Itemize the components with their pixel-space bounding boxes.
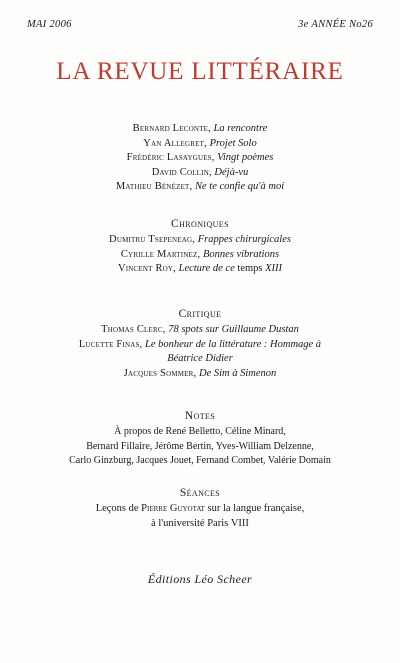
- work-title: Frappes chirurgicales: [197, 234, 291, 245]
- work-title: Déjà-vu: [214, 166, 249, 178]
- chroniques-section: [0, 215, 400, 277]
- work-title: Le bonheur de la littérature : Hommage à: [145, 338, 322, 350]
- contents-item: [0, 137, 400, 152]
- contents-item: [0, 166, 400, 181]
- work-title: 78 spots sur Guillaume Dustan: [168, 324, 299, 335]
- seances-text: sur la langue française,: [207, 503, 305, 514]
- contents-item-continued: [0, 352, 400, 367]
- seances-line: [0, 502, 400, 517]
- issue-number: 3e ANNÉE No26: [298, 19, 373, 30]
- notes-line: Carlo Ginzburg, Jacques Jouet, Fernand Combet, Valérie Domain: [69, 455, 331, 467]
- work-title: Vingt poèmes: [217, 152, 274, 164]
- seances-text: à l'université Paris: [151, 517, 229, 529]
- contents-item: [0, 248, 400, 263]
- work-title: De Sim à Simenon: [198, 367, 277, 379]
- work-title-numeral: XIII: [265, 263, 283, 275]
- section-heading: Critique: [178, 308, 222, 320]
- notes-section: [0, 407, 400, 469]
- seances-numeral: VIII: [230, 517, 249, 529]
- author-name: Yan Allegret,: [143, 137, 207, 149]
- work-title: Projet Solo: [209, 137, 257, 149]
- author-name: Vincent Roy,: [117, 263, 176, 275]
- author-name: Jacques Sommer,: [123, 367, 197, 379]
- author-name: Pierre Guyotat: [141, 503, 205, 514]
- work-title: Béatrice Didier: [167, 353, 233, 365]
- author-name: Dumitru Tsepeneag,: [109, 234, 196, 245]
- author-name: David Collin,: [151, 166, 212, 178]
- author-name: Lucette Finas,: [78, 338, 143, 350]
- work-title: Bonnes vibrations: [202, 248, 280, 260]
- contents-item: [0, 151, 400, 166]
- contents-item: [0, 122, 400, 137]
- author-name: Thomas Clerc,: [101, 324, 166, 335]
- seances-text: Leçons de: [95, 503, 139, 514]
- section-heading: Séances: [179, 487, 221, 499]
- author-name: Mathieu Bénézet,: [115, 181, 193, 193]
- seances-section: [0, 484, 400, 531]
- contents-item: [0, 338, 400, 353]
- publisher-name: Éditions Léo Scheer: [147, 572, 253, 586]
- work-title: Ne te confie qu'à moi: [194, 181, 285, 193]
- notes-line: Bernard Fillaire, Jérôme Bertin, Yves-William Delzenne,: [86, 440, 314, 452]
- work-title: La rencontre: [213, 123, 268, 134]
- contents-item: [0, 367, 400, 382]
- contents-list: [0, 122, 400, 195]
- critique-section: [0, 305, 400, 381]
- notes-line: À propos de René Belletto, Céline Minard,: [114, 426, 286, 437]
- author-name: Bernard Leconte,: [132, 123, 211, 134]
- section-heading: Chroniques: [171, 218, 229, 230]
- issue-date: MAI 2006: [27, 19, 72, 30]
- contents-item: [0, 262, 400, 277]
- journal-title: LA REVUE LITTÉRAIRE: [56, 58, 344, 85]
- author-name: Cyrille Martinez,: [120, 248, 201, 260]
- section-heading: Notes: [184, 410, 216, 422]
- contents-item: [0, 323, 400, 338]
- contents-item: [0, 180, 400, 195]
- work-title-roman: temps: [237, 263, 263, 275]
- seances-line: [0, 517, 400, 532]
- author-name: Frédéric Lasaygues,: [126, 152, 215, 164]
- work-title: Lecture de ce: [178, 263, 235, 275]
- contents-item: [0, 233, 400, 248]
